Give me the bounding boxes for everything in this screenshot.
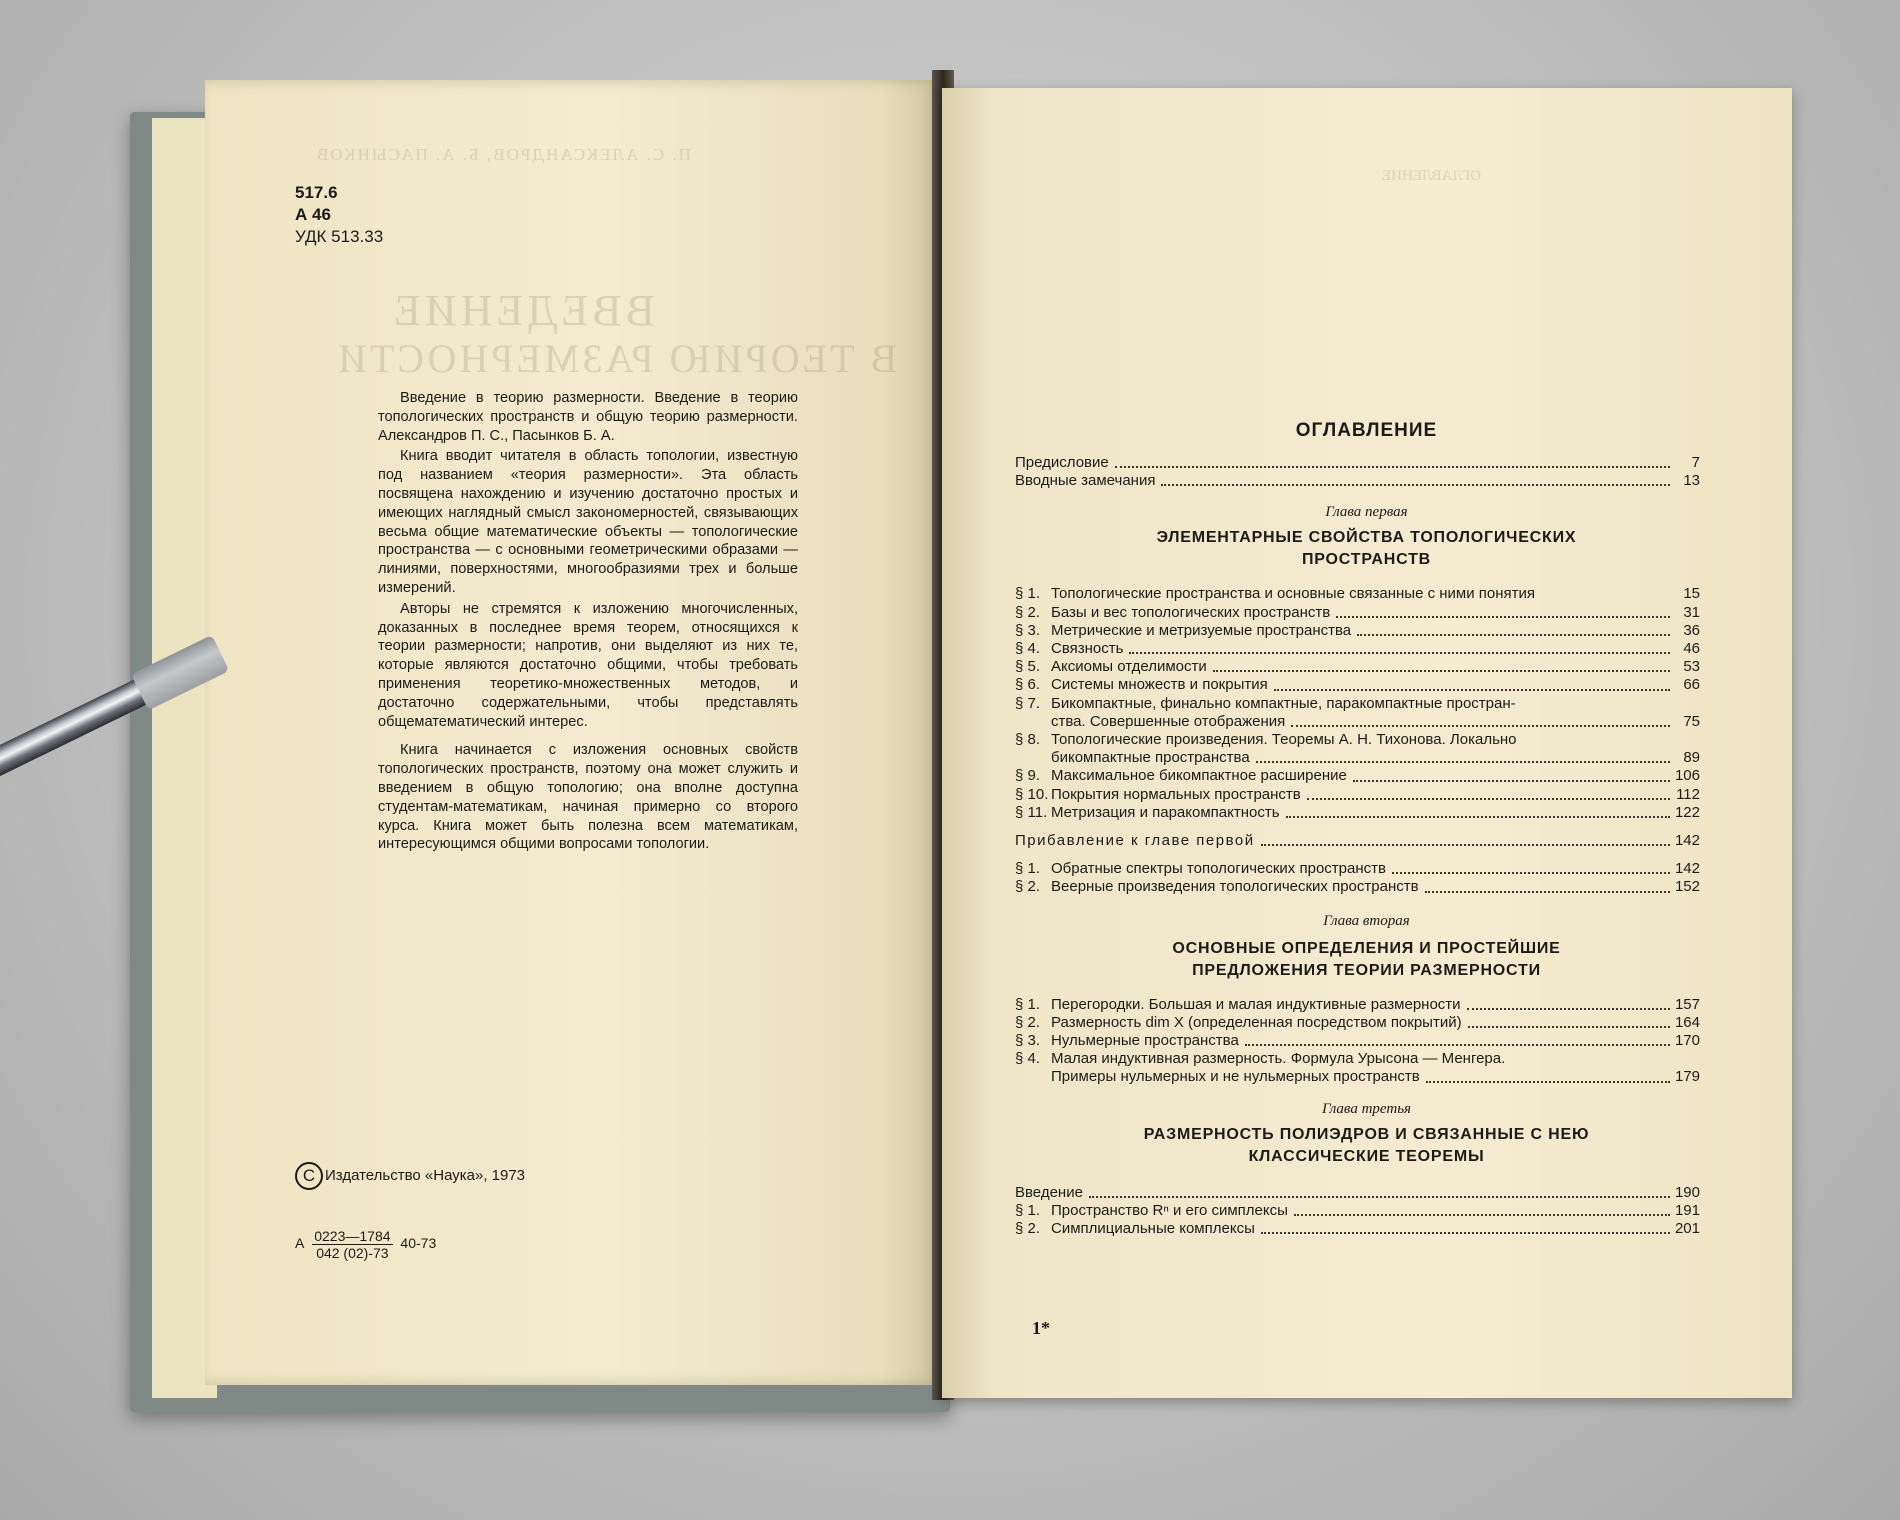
annotation-paragraph: Книга вводит читателя в область топологии, известную под названием «теория размерности». Эта область посвящена нахождению и изучению достаточно простых и имеющих наглядный смысл закономерностей, связывающих весьма общие математические объекты — топологические пространства — с основными геометрическими образами — линиями, поверхностями, многообразиями трех и больше измерений.	[378, 448, 798, 596]
chapter-label: Глава третья	[1321, 1100, 1412, 1117]
toc-entry: § 11. Метризация и паракомпактность 122	[1015, 803, 1700, 821]
annotation-paragraph: Книга начинается с изложения основных свойств топологических пространств, поэтому она может служить и введением в общую топологию; она вполне доступна студентам-математикам, начиная примерно со второго курса. Книга может быть полезна всем математикам, интересующимся общими вопросами топологии.	[378, 742, 798, 853]
toc-entry: § 5. Аксиомы отделимости 53	[1015, 658, 1700, 676]
chapter-label: Глава вторая	[1323, 912, 1410, 929]
toc-entry: § 8. Топологические произведения. Теоремы А. Н. Тихонова. Локально	[1015, 731, 1517, 749]
index-fraction	[312, 1228, 392, 1261]
chapter-title: РАЗМЕРНОСТЬ ПОЛИЭДРОВ И СВЯЗАННЫЕ С НЕЮ КЛАССИЧЕСКИЕ ТЕОРЕМЫ	[1143, 1125, 1590, 1165]
index-prefix: А	[295, 1235, 305, 1252]
toc-entry: § 4. Малая индуктивная размерность. Формула Урысона — Менгера.	[1015, 1050, 1506, 1068]
copyright-symbol: C	[295, 1162, 323, 1190]
toc-entry: § 9. Максимальное бикомпактное расширение 106	[1015, 767, 1700, 785]
book-annotation	[378, 389, 798, 854]
toc-entry: § 3. Метрические и метризуемые пространства 36	[1015, 621, 1700, 639]
classification-codes	[295, 182, 383, 248]
index-denominator: 042 (02)-73	[316, 1245, 389, 1261]
toc-entry: § 1. Обратные спектры топологических пространств 142	[1015, 860, 1700, 878]
toc-entry: § 7. Бикомпактные, финально компактные, паракомпактные простран-	[1015, 694, 1516, 712]
signature-mark: 1*	[1032, 1318, 1050, 1338]
toc-entry-continuation: ства. Совершенные отображения 75	[1051, 712, 1700, 730]
annotation-paragraph: Авторы не стремятся к изложению многочисленных, доказанных в последнее время теорем, относящихся к теории размерности; напротив, они выделяют из них те, которые являются достаточно общими, чтобы требовать применения теоретико-множественных методов, и достаточно содержательными, чтобы представлять общематематический интерес.	[378, 600, 798, 730]
toc-entry: Введение 190	[1015, 1183, 1700, 1201]
index-suffix: 40-73	[400, 1235, 437, 1252]
bbk-code: 517.6	[295, 183, 338, 202]
toc-entry-continuation: Примеры нульмерных и не нульмерных пространств 179	[1051, 1068, 1700, 1086]
toc-entry: § 10. Покрытия нормальных пространств 112	[1015, 785, 1700, 803]
toc-entry: § 3. Нульмерные пространства 170	[1015, 1032, 1700, 1050]
chapter-title: ОСНОВНЫЕ ОПРЕДЕЛЕНИЯ И ПРОСТЕЙШИЕ ПРЕДЛОЖЕНИЯ ТЕОРИИ РАЗМЕРНОСТИ	[1172, 939, 1561, 979]
publisher-index-code	[295, 1228, 436, 1261]
toc-entry: § 2. Симплициальные комплексы 201	[1015, 1220, 1700, 1238]
toc-entry: Вводные замечания 13	[1015, 472, 1700, 490]
udc-code: УДК 513.33	[295, 227, 384, 246]
table-of-contents	[1015, 420, 1700, 1238]
show-through-text: ОГЛАВЛЕНИЕ	[1382, 168, 1481, 184]
chapter-title: ЭЛЕМЕНТАРНЫЕ СВОЙСТВА ТОПОЛОГИЧЕСКИХ ПРОСТРАНСТВ	[1156, 529, 1577, 569]
toc-appendix: Прибавление к главе первой 142	[1015, 832, 1700, 850]
author-mark: А 46	[295, 205, 331, 224]
toc-entry: § 1. Перегородки. Большая и малая индуктивные размерности 157	[1015, 995, 1700, 1013]
copyright-text: Издательство «Наука», 1973	[325, 1166, 526, 1184]
toc-entry: § 2. Базы и вес топологических пространств 31	[1015, 603, 1700, 621]
toc-entry: § 1. Пространство Rⁿ и его симплексы 191	[1015, 1201, 1700, 1219]
index-numerator: 0223—1784	[314, 1228, 391, 1244]
show-through-title: ВВЕДЕНИЕ	[390, 286, 655, 335]
show-through-authors: П. С. АЛЕКСАНДРОВ, Б. А. ПАСЫНКОВ	[315, 145, 691, 164]
toc-title: ОГЛАВЛЕНИЕ	[1295, 420, 1438, 441]
toc-entry-continuation: бикомпактные пространства 89	[1051, 749, 1700, 767]
toc-entry: § 4. Связность 46	[1015, 640, 1700, 658]
toc-entry: § 1. Топологические пространства и основные связанные с ними понятия 15	[1015, 585, 1700, 603]
copyright-line	[295, 1162, 525, 1190]
annotation-bibliographic: Введение в теорию размерности. Введение в теорию топологических пространств и общую теорию размерности. Александров П. С., Пасынков Б. А.	[378, 390, 798, 444]
toc-entry: Предисловие 7	[1015, 454, 1700, 471]
toc-entry: § 2. Размерность dim X (определенная посредством покрытий) 164	[1015, 1013, 1700, 1031]
toc-entry: § 6. Системы множеств и покрытия 66	[1015, 676, 1700, 694]
chapter-label: Глава первая	[1325, 504, 1408, 521]
show-through-subtitle: В ТЕОРИЮ РАЗМЕРНОСТИ	[335, 336, 898, 381]
toc-entry: § 2. Веерные произведения топологических пространств 152	[1015, 878, 1700, 896]
